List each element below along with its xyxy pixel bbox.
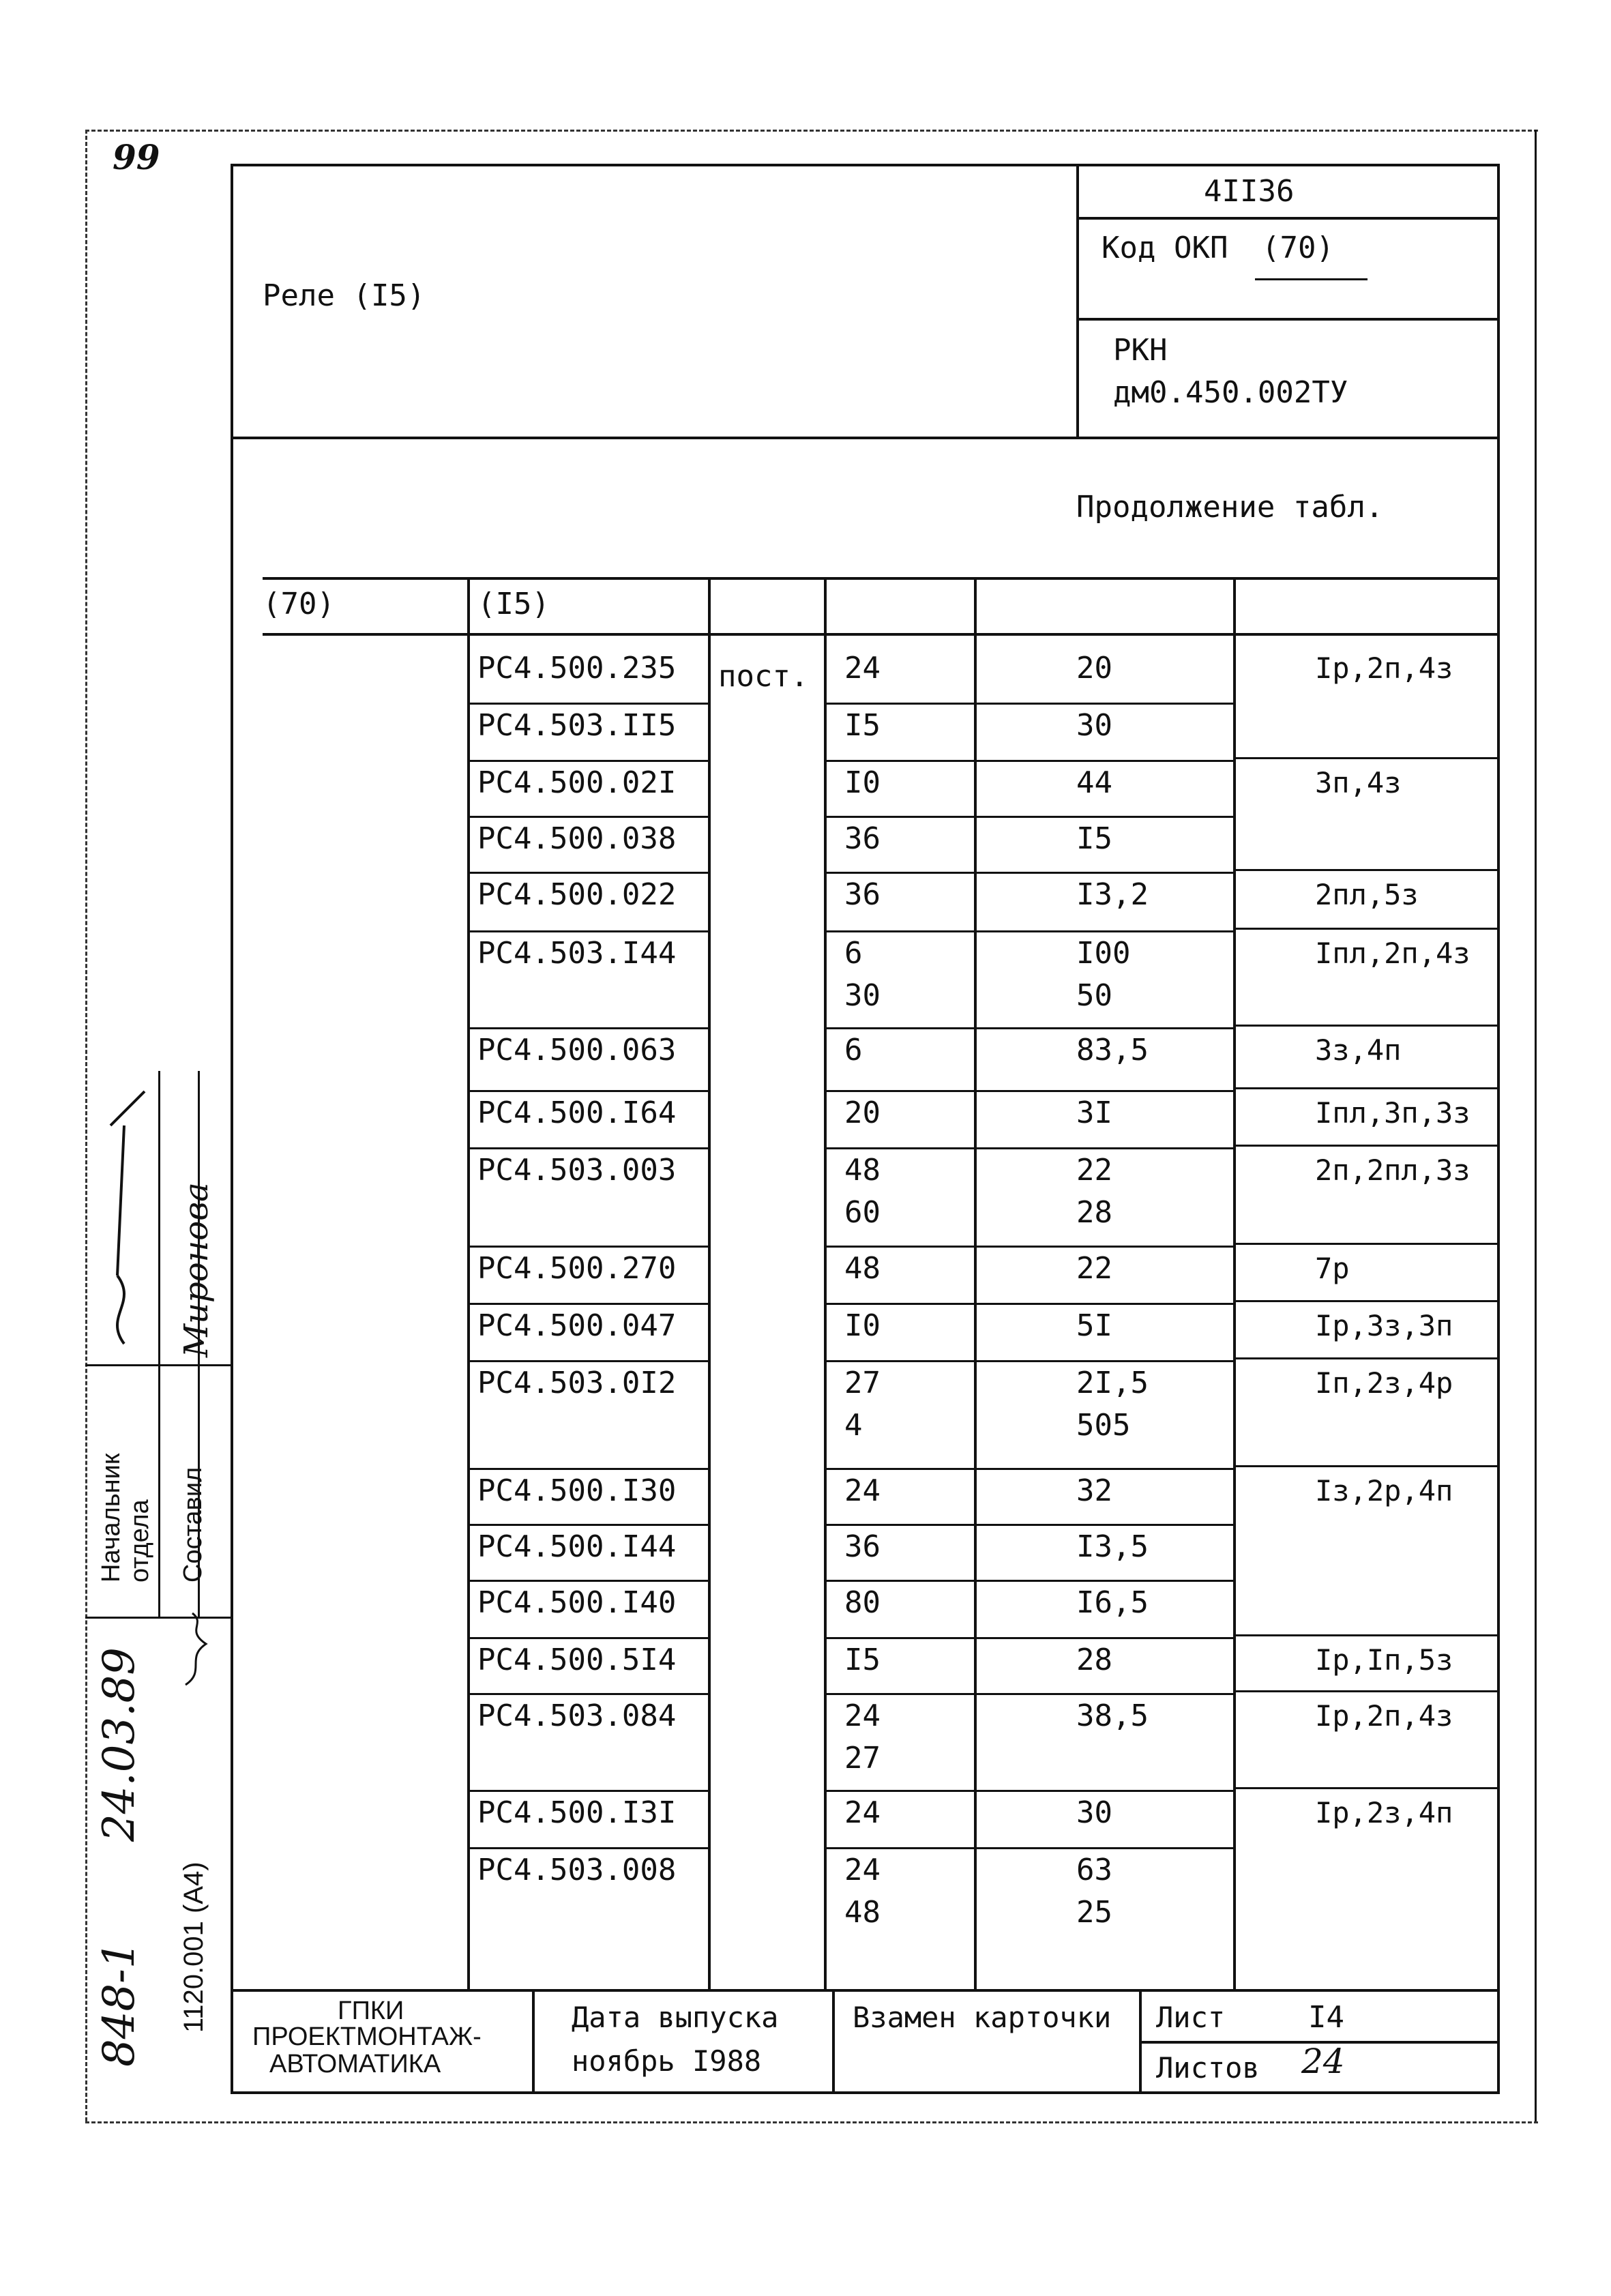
current-type: пост. bbox=[718, 659, 809, 694]
row-code: РС4.503.084 bbox=[477, 1698, 677, 1733]
pkh-value: дм0.450.002ТУ bbox=[1113, 375, 1348, 410]
row-separator bbox=[1233, 1690, 1497, 1692]
row-voltage: 36 bbox=[844, 1529, 881, 1564]
row-current: I6,5 bbox=[1076, 1585, 1149, 1620]
row-voltage: 24 bbox=[844, 1473, 881, 1508]
row-code: РС4.500.I40 bbox=[477, 1585, 677, 1620]
row-separator bbox=[1233, 1087, 1497, 1089]
row-code: РС4.500.235 bbox=[477, 651, 677, 686]
row-code: РС4.500.063 bbox=[477, 1033, 677, 1068]
continuation-label: Продолжение табл. bbox=[1076, 490, 1384, 525]
org-line-2: ПРОЕКТМОНТАЖ- bbox=[252, 2022, 482, 2051]
row-contacts: Iр,3з,3п bbox=[1315, 1309, 1453, 1342]
row-contacts: Iз,2р,4п bbox=[1315, 1474, 1453, 1507]
row-current: 50 bbox=[1076, 978, 1112, 1013]
row-separator bbox=[824, 872, 1233, 874]
stamp-date: 24.03.89 bbox=[94, 1647, 145, 1842]
outer-frame-bottom bbox=[85, 2121, 1538, 2123]
code-number: 4II36 bbox=[1204, 174, 1295, 209]
row-voltage: 48 bbox=[844, 1895, 881, 1930]
table-top-line bbox=[263, 577, 1497, 580]
org-line-1: ГПКИ bbox=[338, 1997, 404, 2025]
row-code: РС4.500.047 bbox=[477, 1308, 677, 1343]
row-separator bbox=[467, 1637, 708, 1639]
row-separator bbox=[1233, 1787, 1497, 1789]
row-current: 30 bbox=[1076, 708, 1112, 743]
row-current: 38,5 bbox=[1076, 1698, 1149, 1733]
relay-title: Реле (I5) bbox=[263, 278, 426, 313]
outer-frame-left bbox=[85, 130, 87, 2121]
form-code: 1120.001 (А4) bbox=[179, 1861, 209, 2033]
row-current: 22 bbox=[1076, 1153, 1112, 1188]
row-voltage: I0 bbox=[844, 765, 881, 800]
row-voltage: 24 bbox=[844, 1853, 881, 1887]
row-current: I3,5 bbox=[1076, 1529, 1149, 1564]
row-separator bbox=[467, 1027, 708, 1029]
compiled-signature: Миронова bbox=[177, 1182, 216, 1357]
col-line-3 bbox=[824, 577, 827, 1989]
row-voltage: 80 bbox=[844, 1585, 881, 1620]
row-separator bbox=[1233, 1634, 1497, 1636]
outer-frame-top bbox=[85, 130, 1538, 132]
row-voltage: 24 bbox=[844, 651, 881, 686]
row-contacts: 3з,4п bbox=[1315, 1033, 1402, 1067]
row-separator bbox=[1233, 1145, 1497, 1147]
outer-frame-right bbox=[1535, 130, 1537, 2121]
row-voltage: I5 bbox=[844, 1643, 881, 1677]
row-current: I5 bbox=[1076, 821, 1112, 856]
col-line-5 bbox=[1233, 577, 1236, 1989]
row-code: РС4.500.038 bbox=[477, 821, 677, 856]
row-code: РС4.500.5I4 bbox=[477, 1643, 677, 1677]
header-bottom-line bbox=[231, 437, 1500, 439]
form-signature-icon bbox=[179, 1610, 220, 1694]
row-voltage: 4 bbox=[844, 1408, 863, 1443]
col-70-header: (70) bbox=[263, 587, 335, 621]
row-separator bbox=[824, 1790, 1233, 1792]
row-separator bbox=[824, 1637, 1233, 1639]
row-contacts: 2п,2пл,3з bbox=[1315, 1153, 1470, 1187]
row-separator bbox=[824, 1468, 1233, 1470]
row-voltage: 20 bbox=[844, 1095, 881, 1130]
row-separator bbox=[467, 1246, 708, 1248]
row-voltage: I0 bbox=[844, 1308, 881, 1343]
issue-value: ноябрь I988 bbox=[572, 2044, 762, 2078]
row-voltage: I5 bbox=[844, 708, 881, 743]
pkh-label: РКН bbox=[1113, 333, 1168, 368]
row-voltage: 24 bbox=[844, 1698, 881, 1733]
row-separator bbox=[1233, 1025, 1497, 1027]
row-voltage: 6 bbox=[844, 936, 863, 971]
row-separator bbox=[824, 930, 1233, 932]
row-contacts: 2пл,5з bbox=[1315, 878, 1419, 911]
row-code: РС4.503.I44 bbox=[477, 936, 677, 971]
row-separator bbox=[467, 1524, 708, 1526]
row-separator bbox=[467, 930, 708, 932]
row-contacts: Iр,2п,4з bbox=[1315, 651, 1453, 685]
stamp-number: 848-1 bbox=[94, 1941, 145, 2067]
row-separator bbox=[467, 1090, 708, 1092]
row-voltage: 24 bbox=[844, 1795, 881, 1830]
row-separator bbox=[824, 1847, 1233, 1849]
row-voltage: 48 bbox=[844, 1251, 881, 1286]
row-voltage: 36 bbox=[844, 821, 881, 856]
row-separator bbox=[824, 1303, 1233, 1305]
head-of-department-label: Начальник отдела bbox=[97, 1453, 154, 1583]
row-separator bbox=[824, 1693, 1233, 1695]
row-current: 28 bbox=[1076, 1643, 1112, 1677]
row-separator bbox=[467, 1693, 708, 1695]
col-line-2 bbox=[708, 577, 711, 1989]
row-separator bbox=[1233, 1357, 1497, 1359]
sheet-label: Лист bbox=[1156, 2001, 1226, 2034]
frame-bottom bbox=[231, 2091, 1500, 2094]
row-current: 83,5 bbox=[1076, 1033, 1149, 1068]
row-separator bbox=[824, 1246, 1233, 1248]
row-code: РС4.503.0I2 bbox=[477, 1366, 677, 1400]
row-code: РС4.503.008 bbox=[477, 1853, 677, 1887]
row-code: РС4.500.I44 bbox=[477, 1529, 677, 1564]
row-voltage: 6 bbox=[844, 1033, 863, 1068]
row-current: 2I,5 bbox=[1076, 1366, 1149, 1400]
okp-value: (70) bbox=[1262, 231, 1334, 265]
row-separator bbox=[467, 1468, 708, 1470]
row-separator bbox=[824, 1524, 1233, 1526]
row-separator bbox=[467, 760, 708, 762]
row-separator bbox=[467, 1847, 708, 1849]
replace-label: Взамен карточки bbox=[853, 2001, 1112, 2034]
row-separator bbox=[467, 1147, 708, 1149]
row-current: 44 bbox=[1076, 765, 1112, 800]
row-contacts: Iр,2з,4п bbox=[1315, 1796, 1453, 1829]
frame-top bbox=[231, 164, 1500, 166]
row-separator bbox=[467, 1360, 708, 1362]
sheets-label: Листов bbox=[1156, 2051, 1260, 2085]
row-current: 32 bbox=[1076, 1473, 1112, 1508]
row-code: РС4.503.003 bbox=[477, 1153, 677, 1188]
row-separator bbox=[467, 816, 708, 818]
issue-label: Дата выпуска bbox=[572, 2001, 779, 2034]
row-contacts: Iпл,3п,3з bbox=[1315, 1096, 1470, 1130]
frame-right bbox=[1497, 164, 1500, 2094]
row-separator bbox=[1233, 869, 1497, 871]
frame-left bbox=[231, 164, 233, 2094]
row-contacts: Iр,Iп,5з bbox=[1315, 1643, 1453, 1677]
row-voltage: 27 bbox=[844, 1366, 881, 1400]
row-separator bbox=[824, 1360, 1233, 1362]
page-number: 99 bbox=[113, 137, 160, 177]
row-separator bbox=[824, 703, 1233, 705]
row-separator bbox=[1233, 1243, 1497, 1245]
col-line-4 bbox=[974, 577, 977, 1989]
row-voltage: 60 bbox=[844, 1195, 881, 1230]
org-line-3: АВТОМАТИКА bbox=[269, 2050, 441, 2078]
row-separator bbox=[467, 703, 708, 705]
row-separator bbox=[467, 872, 708, 874]
header-okp-line bbox=[1076, 318, 1500, 321]
header-code-line bbox=[1076, 217, 1500, 220]
row-current: 63 bbox=[1076, 1853, 1112, 1887]
row-code: РС4.500.022 bbox=[477, 877, 677, 912]
row-contacts: 7р bbox=[1315, 1252, 1350, 1285]
row-separator bbox=[1233, 757, 1497, 759]
header-divider bbox=[1076, 164, 1079, 439]
head-signature-icon bbox=[97, 1085, 151, 1360]
sheet-value: I4 bbox=[1308, 2000, 1344, 2035]
table-header-line bbox=[263, 633, 1497, 636]
row-current: 28 bbox=[1076, 1195, 1112, 1230]
okp-underline bbox=[1255, 278, 1368, 280]
row-code: РС4.500.02I bbox=[477, 765, 677, 800]
row-separator bbox=[467, 1580, 708, 1582]
row-current: I3,2 bbox=[1076, 877, 1149, 912]
row-current: 505 bbox=[1076, 1408, 1131, 1443]
row-code: РС4.500.270 bbox=[477, 1251, 677, 1286]
footer-div-1 bbox=[532, 1989, 535, 2093]
row-current: 22 bbox=[1076, 1251, 1112, 1286]
row-voltage: 48 bbox=[844, 1153, 881, 1188]
row-contacts: Iр,2п,4з bbox=[1315, 1699, 1453, 1733]
row-contacts: Iп,2з,4р bbox=[1315, 1366, 1453, 1400]
row-separator bbox=[467, 1790, 708, 1792]
row-current: 25 bbox=[1076, 1895, 1112, 1930]
row-separator bbox=[824, 1090, 1233, 1092]
sheets-value: 24 bbox=[1301, 2042, 1345, 2081]
row-separator bbox=[467, 1303, 708, 1305]
row-voltage: 27 bbox=[844, 1741, 881, 1776]
margin-cell-top bbox=[85, 1364, 231, 1366]
footer-div-2 bbox=[832, 1989, 835, 2093]
margin-col-line-1 bbox=[158, 1071, 160, 1617]
col-line-1 bbox=[467, 577, 470, 1989]
okp-label: Код ОКП bbox=[1102, 231, 1228, 265]
row-separator bbox=[1233, 1465, 1497, 1467]
col-15-header: (I5) bbox=[477, 587, 550, 621]
row-voltage: 30 bbox=[844, 978, 881, 1013]
row-current: 20 bbox=[1076, 651, 1112, 686]
footer-top-line bbox=[231, 1989, 1500, 1992]
row-separator bbox=[824, 816, 1233, 818]
row-separator bbox=[824, 1147, 1233, 1149]
compiled-label: Составил bbox=[179, 1467, 207, 1583]
row-separator bbox=[1233, 928, 1497, 930]
row-separator bbox=[1233, 1300, 1497, 1302]
row-contacts: Iпл,2п,4з bbox=[1315, 937, 1470, 970]
row-current: I00 bbox=[1076, 936, 1131, 971]
row-voltage: 36 bbox=[844, 877, 881, 912]
row-contacts: 3п,4з bbox=[1315, 766, 1402, 799]
row-code: РС4.500.I30 bbox=[477, 1473, 677, 1508]
row-current: 5I bbox=[1076, 1308, 1112, 1343]
row-code: РС4.503.II5 bbox=[477, 708, 677, 743]
row-current: 30 bbox=[1076, 1795, 1112, 1830]
row-current: 3I bbox=[1076, 1095, 1112, 1130]
row-code: РС4.500.I3I bbox=[477, 1795, 677, 1830]
row-code: РС4.500.I64 bbox=[477, 1095, 677, 1130]
row-separator bbox=[824, 1027, 1233, 1029]
row-separator bbox=[824, 1580, 1233, 1582]
row-separator bbox=[824, 760, 1233, 762]
